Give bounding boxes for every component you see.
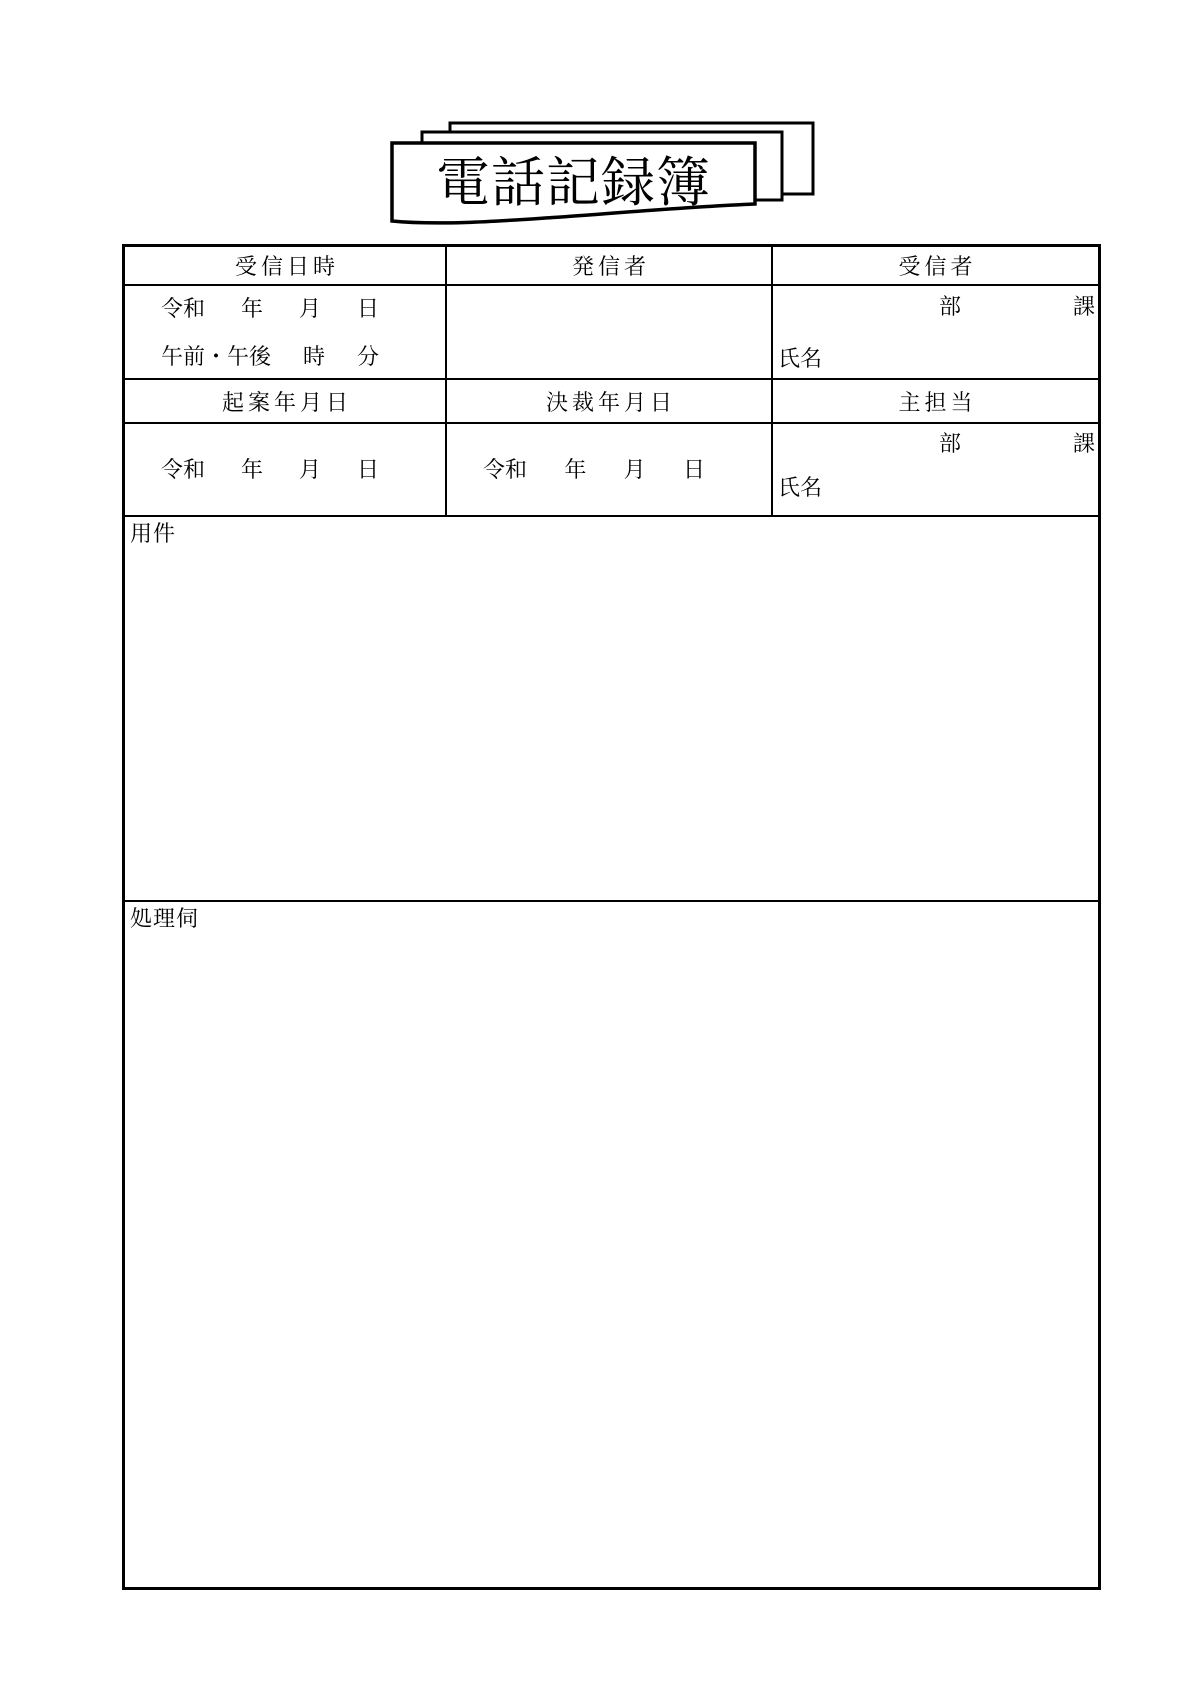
dept-label: 部 [938, 294, 961, 319]
approval-date-line [447, 456, 771, 483]
era-label: 令和 [161, 296, 206, 321]
subject-label: 用件 [130, 521, 177, 546]
header-reception-datetime: 受信日時 [125, 247, 447, 286]
receiver-dept-line [939, 294, 1095, 320]
draft-date-cell[interactable] [125, 424, 447, 517]
hour-label: 時 [302, 344, 325, 369]
record-table [122, 244, 1101, 1590]
era-label: 令和 [161, 457, 206, 482]
reception-date-line [125, 295, 445, 322]
receiver-cell[interactable] [773, 286, 1098, 380]
section-label: 課 [1072, 431, 1095, 456]
ampm-label: 午前・午後 [161, 344, 272, 369]
processing-cell[interactable] [125, 902, 1098, 1587]
approval-date-cell[interactable] [447, 424, 773, 517]
year-label: 年 [564, 457, 587, 482]
month-label: 月 [298, 296, 321, 321]
main-contact-name-label: 氏名 [778, 475, 823, 500]
header-main-contact: 主担当 [773, 380, 1098, 424]
year-label: 年 [240, 296, 263, 321]
dept-label: 部 [938, 431, 961, 456]
era-label: 令和 [483, 457, 528, 482]
processing-label: 処理伺 [130, 906, 200, 931]
reception-datetime-cell[interactable] [125, 286, 447, 380]
day-label: 日 [356, 457, 379, 482]
subject-cell[interactable] [125, 517, 1098, 902]
year-label: 年 [240, 457, 263, 482]
title-block [385, 110, 835, 240]
day-label: 日 [682, 457, 705, 482]
header-receiver: 受信者 [773, 247, 1098, 286]
draft-date-line [125, 456, 445, 483]
section-label: 課 [1072, 294, 1095, 319]
receiver-name-label: 氏名 [778, 346, 823, 371]
reception-time-line [125, 343, 445, 370]
minute-label: 分 [356, 344, 379, 369]
caller-cell[interactable] [447, 286, 773, 380]
page-title: 電話記録簿 [436, 152, 711, 213]
day-label: 日 [356, 296, 379, 321]
header-draft-date: 起案年月日 [125, 380, 447, 424]
month-label: 月 [623, 457, 646, 482]
header-caller: 発信者 [447, 247, 773, 286]
header-approval-date: 決裁年月日 [447, 380, 773, 424]
main-contact-dept-line [939, 431, 1095, 457]
main-contact-cell[interactable] [773, 424, 1098, 517]
month-label: 月 [298, 457, 321, 482]
